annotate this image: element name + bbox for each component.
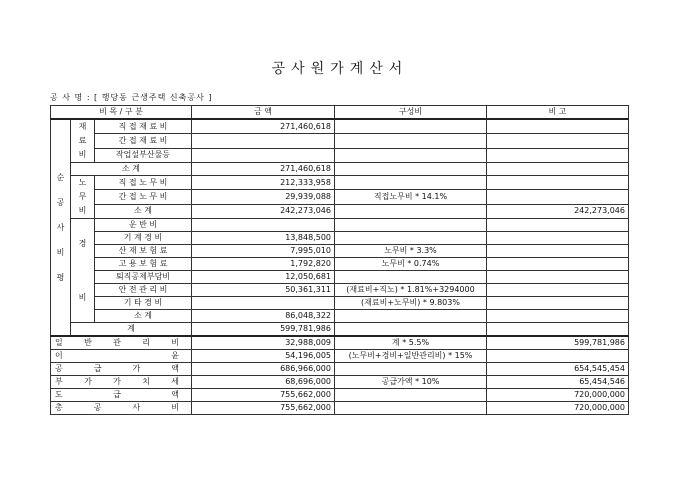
group-expense-char: 비: [78, 292, 87, 302]
basis-cell: [335, 176, 487, 190]
basis-cell: [335, 219, 487, 232]
remarks-cell: [487, 119, 629, 134]
table-row: [51, 232, 629, 245]
row-label: 총 공 사 비: [51, 402, 192, 415]
remarks-cell: [487, 219, 629, 232]
basis-cell: (노무비+경비+일반관리비) * 15%: [335, 350, 487, 363]
remarks-cell: [487, 176, 629, 190]
row-label: 소 계: [71, 163, 192, 176]
basis-cell: 노무비 * 3.3%: [335, 245, 487, 258]
row-label: 간 접 노 무 비: [95, 190, 192, 204]
remarks-cell: 720,000,000: [487, 389, 629, 402]
header-remarks: 비 고: [487, 106, 629, 120]
basis-cell: [335, 204, 487, 218]
header-row: [51, 106, 629, 120]
remarks-cell: [487, 350, 629, 363]
page-title: 공사원가계산서: [271, 61, 409, 77]
basis-cell: [335, 402, 487, 415]
basis-cell: [335, 163, 487, 176]
header-category: 비 목 / 구 분: [51, 106, 192, 120]
row-label: 부 가 가 치 세: [51, 376, 192, 389]
table-row: [51, 219, 629, 232]
table-row: [51, 134, 629, 148]
row-label: 소 계: [95, 310, 192, 323]
remarks-cell: [487, 148, 629, 162]
table-row: [51, 119, 629, 134]
table-row: [51, 389, 629, 402]
group-soon-label-char: 비: [56, 247, 65, 257]
basis-cell: [335, 389, 487, 402]
row-label: 기 계 경 비: [95, 232, 192, 245]
basis-cell: 계 * 5.5%: [335, 336, 487, 350]
table-row: [51, 336, 629, 350]
project-name: 공 사 명 : [ 행당동 근생주택 신축공사 ]: [50, 93, 213, 102]
table-row: [51, 297, 629, 310]
row-label: 기 타 경 비: [95, 297, 192, 310]
row-label: 직 접 노 무 비: [95, 176, 192, 190]
row-label: 계: [71, 323, 192, 337]
group-labor-label-char: 무: [78, 192, 87, 201]
remarks-cell: [487, 310, 629, 323]
amount-cell: [192, 148, 335, 162]
basis-cell: (재료비+직노) * 1.81%+3294000: [335, 284, 487, 297]
amount-cell: 54,196,005: [192, 350, 335, 363]
row-label: 고 용 보 험 료: [95, 258, 192, 271]
row-label: 퇴직공제부담비: [95, 271, 192, 284]
remarks-cell: [487, 163, 629, 176]
row-label: 일 반 관 리 비: [51, 336, 192, 350]
table-row: [51, 284, 629, 297]
table-row: [51, 258, 629, 271]
amount-cell: 68,696,000: [192, 376, 335, 389]
basis-cell: 노무비 * 0.74%: [335, 258, 487, 271]
table-row: [51, 271, 629, 284]
table-row: [51, 376, 629, 389]
table-row: [51, 310, 629, 323]
amount-cell: 7,995,010: [192, 245, 335, 258]
group-labor-label: [71, 176, 95, 219]
table-row: [51, 363, 629, 376]
basis-cell: [335, 271, 487, 284]
row-label: 소 계: [95, 204, 192, 218]
remarks-cell: 65,454,546: [487, 376, 629, 389]
group-soon-label-char: 순: [56, 172, 65, 182]
group-soon-label-char: 공: [56, 197, 65, 207]
header-amount: 금 액: [192, 106, 335, 120]
row-label: 운 반 비: [95, 219, 192, 232]
amount-cell: 755,662,000: [192, 389, 335, 402]
group-material-label-char: 료: [78, 136, 87, 145]
group-labor-label-char: 비: [78, 206, 87, 215]
remarks-cell: 242,273,046: [487, 204, 629, 218]
amount-cell: 32,988,009: [192, 336, 335, 350]
remarks-cell: [487, 258, 629, 271]
amount-cell: 29,939,088: [192, 190, 335, 204]
amount-cell: [192, 219, 335, 232]
row-label: 도 급 액: [51, 389, 192, 402]
remarks-cell: [487, 271, 629, 284]
remarks-cell: [487, 245, 629, 258]
header-basis: 구성비: [335, 106, 487, 120]
amount-cell: 13,848,500: [192, 232, 335, 245]
basis-cell: [335, 310, 487, 323]
amount-cell: 271,460,618: [192, 119, 335, 134]
remarks-cell: 654,545,454: [487, 363, 629, 376]
remarks-cell: [487, 190, 629, 204]
remarks-cell: [487, 134, 629, 148]
amount-cell: 12,050,681: [192, 271, 335, 284]
remarks-cell: 599,781,986: [487, 336, 629, 350]
group-soon-label-char: 사: [56, 222, 65, 232]
table-row: [51, 245, 629, 258]
basis-cell: [335, 232, 487, 245]
group-material-label: [71, 119, 95, 163]
basis-cell: [335, 148, 487, 162]
cost-table: [50, 105, 629, 415]
row-label: 산 재 보 험 료: [95, 245, 192, 258]
table-row: [51, 163, 629, 176]
amount-cell: [192, 134, 335, 148]
amount-cell: [192, 297, 335, 310]
group-material-label-char: 재: [78, 122, 87, 131]
table-row: [51, 204, 629, 218]
row-label: 간 접 재 료 비: [95, 134, 192, 148]
amount-cell: 599,781,986: [192, 323, 335, 337]
table-row: [51, 190, 629, 204]
amount-cell: 50,361,311: [192, 284, 335, 297]
remarks-cell: [487, 297, 629, 310]
remarks-cell: [487, 284, 629, 297]
group-expense-label: [71, 219, 95, 323]
amount-cell: 686,966,000: [192, 363, 335, 376]
row-label: 이 윤: [51, 350, 192, 363]
table-row: [51, 350, 629, 363]
remarks-cell: [487, 232, 629, 245]
table-row: [51, 148, 629, 162]
row-label: 직 접 재 료 비: [95, 119, 192, 134]
row-label: 안 전 관 리 비: [95, 284, 192, 297]
amount-cell: 755,662,000: [192, 402, 335, 415]
basis-cell: [335, 134, 487, 148]
table-row: [51, 402, 629, 415]
group-soon-label: [51, 119, 71, 336]
group-material-label-char: 비: [78, 150, 87, 159]
basis-cell: [335, 119, 487, 134]
basis-cell: [335, 323, 487, 337]
group-soon-label-char: 평: [56, 272, 65, 282]
group-labor-label-char: 노: [78, 178, 87, 187]
row-label: 공 급 가 액: [51, 363, 192, 376]
amount-cell: 242,273,046: [192, 204, 335, 218]
table-row: [51, 323, 629, 337]
amount-cell: 1,792,820: [192, 258, 335, 271]
basis-cell: [335, 363, 487, 376]
remarks-cell: [487, 323, 629, 337]
amount-cell: 212,333,958: [192, 176, 335, 190]
basis-cell: 직접노무비 * 14.1%: [335, 190, 487, 204]
remarks-cell: 720,000,000: [487, 402, 629, 415]
group-expense-char: 경: [78, 238, 87, 248]
row-label: 작업설부산물등: [95, 148, 192, 162]
amount-cell: 271,460,618: [192, 163, 335, 176]
table-row: [51, 176, 629, 190]
basis-cell: (재료비+노무비) * 9.803%: [335, 297, 487, 310]
amount-cell: 86,048,322: [192, 310, 335, 323]
basis-cell: 공급가액 * 10%: [335, 376, 487, 389]
